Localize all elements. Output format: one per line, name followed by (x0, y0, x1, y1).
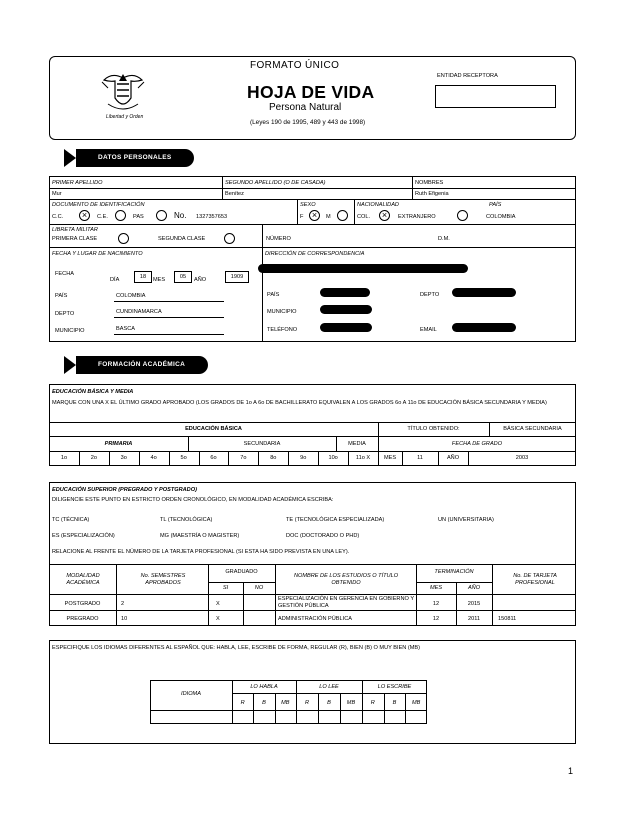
foreign-label: EXTRANJERO (398, 214, 436, 220)
pas-radio[interactable] (156, 210, 167, 221)
military-card-label: LIBRETA MILITAR (52, 227, 98, 233)
sex-label: SEXO (300, 202, 316, 208)
modality-tc: TC (TÉCNICA) (52, 517, 90, 523)
id-number-value[interactable]: 1327357653 (196, 214, 228, 220)
professional-card-note: RELACIONE AL FRENTE EL NÚMERO DE LA TARJETA PROFESIONAL (SI ESTA HA SIDO PREVISTA EN UNA LEY). (52, 549, 350, 555)
row2-graduated-yes[interactable]: X (216, 616, 220, 622)
second-surname-label: SEGUNDO APELLIDO (O DE CASADA) (225, 180, 326, 186)
basic-education-instructions: MARQUE CON UNA X EL ÚLTIMO GRADO APROBADO (LOS GRADOS DE 1o A 6o DE BACHILLERATO EQUIVALEN A LOS GRADOS 6o A 11o DE EDUCACIÓN BÁSICA SECUNDARIA Y MEDIA) (52, 400, 547, 406)
grade-cell[interactable]: 8o (270, 455, 277, 461)
language-level-r: R (370, 700, 375, 706)
format-title: FORMATO ÚNICO (250, 60, 340, 71)
logo-motto: Libertad y Orden (106, 114, 144, 120)
id-document-label: DOCUMENTO DE IDENTIFICACIÓN (52, 202, 145, 208)
col-radio[interactable]: × (379, 210, 390, 221)
second-class-label: SEGUNDA CLASE (158, 236, 206, 242)
grade-cell[interactable]: 4o (150, 455, 157, 461)
section-academic-label: FORMACIÓN ACADÉMICA (98, 361, 186, 368)
language-level-mb: MB (281, 700, 290, 706)
row2-modality[interactable]: PREGRADO (66, 616, 99, 622)
degree-date-header: FECHA DE GRADO (451, 441, 503, 447)
phone-label: TELÉFONO (267, 327, 298, 333)
basic-education-frame (49, 384, 576, 466)
foreign-radio[interactable] (457, 210, 468, 221)
col-label: COL. (357, 214, 371, 220)
modality-tl: TL (TECNOLÓGICA) (160, 517, 213, 523)
second-class-radio[interactable] (224, 233, 235, 244)
col-reads: LO LEE (319, 684, 339, 690)
col-degree-name: NOMBRE DE LOS ESTUDIOS O TÍTULO OBTENIDO (293, 573, 399, 586)
row1-title[interactable]: ESPECIALIZACIÓN EN GERENCIA EN GOBIERNO Y GESTIÓN PÚBLICA (278, 596, 414, 609)
language-level-mb: MB (346, 700, 356, 706)
id-number-label: No. (174, 211, 187, 220)
address-dept-label: DEPTO (420, 292, 440, 298)
names-label: NOMBRES (415, 180, 444, 186)
sex-f-label: F (300, 214, 304, 220)
col-no: NO (254, 585, 264, 591)
section-academic (64, 356, 208, 374)
modality-es: ES (ESPECIALIZACIÓN) (52, 533, 115, 539)
col-month: MES (429, 585, 443, 591)
section-personal-data-label: DATOS PERSONALES (98, 154, 172, 161)
military-number-label: NÚMERO (266, 236, 291, 242)
redacted-dept (452, 288, 516, 297)
page-number: 1 (568, 766, 574, 776)
cc-radio[interactable]: × (79, 210, 90, 221)
first-class-label: PRIMERA CLASE (52, 236, 98, 242)
col-graduated: GRADUADO (225, 569, 258, 575)
row2-title[interactable]: ADMINISTRACIÓN PÚBLICA (278, 616, 352, 622)
birth-dept-label: DEPTO (55, 311, 75, 317)
col-language: IDIOMA (181, 691, 201, 697)
language-level-r: R (240, 700, 245, 706)
country-label: PAÍS (489, 202, 502, 208)
modality-te: TE (TECNOLÓGICA ESPECIALIZADA) (286, 517, 385, 523)
birth-day-label: DÍA (110, 277, 120, 283)
birth-country-label: PAÍS (55, 293, 68, 299)
birth-year-label: AÑO (194, 277, 207, 283)
redacted-municipality (320, 305, 372, 314)
primary-header: PRIMARIA (104, 441, 133, 447)
address-country-label: PAÍS (267, 292, 280, 298)
language-level-mb: MB (411, 700, 421, 706)
row2-card[interactable]: 150811 (498, 616, 517, 622)
degree-year-label: AÑO (446, 455, 460, 461)
second-surname-value[interactable]: Benítez (225, 191, 244, 197)
grade-cell[interactable]: 5o (180, 455, 187, 461)
language-level-b: B (327, 700, 331, 706)
row1-month[interactable]: 12 (432, 601, 440, 607)
first-surname-value[interactable]: Mur (52, 191, 62, 197)
language-level-b: B (392, 700, 397, 706)
modality-mg: MG (MAESTRÍA O MAGISTER) (160, 533, 240, 539)
col-modality: MODALIDAD ACADÉMICA (66, 573, 100, 586)
basic-education-header: EDUCACIÓN BÁSICA (185, 426, 242, 432)
birth-year-field[interactable]: 1909 (225, 271, 249, 283)
grade-cell[interactable]: 2o (90, 455, 97, 461)
basic-education-title: EDUCACIÓN BÁSICA Y MEDIA (52, 389, 134, 395)
laws-text: (Leyes 190 de 1995, 489 y 443 de 1998) (250, 119, 366, 126)
birth-date-label: FECHA (55, 271, 74, 277)
row1-graduated-yes[interactable]: X (216, 601, 220, 607)
grade-cell[interactable]: 11o X (355, 455, 371, 461)
birth-day-field[interactable]: 18 (134, 271, 152, 283)
ce-label: C.E. (97, 214, 108, 220)
ce-radio[interactable] (115, 210, 126, 221)
section-personal-data (64, 149, 194, 167)
first-class-radio[interactable] (118, 233, 129, 244)
col-yes: SI (222, 585, 229, 591)
degree-month-value[interactable]: 11 (417, 455, 423, 461)
sex-m-radio[interactable] (337, 210, 348, 221)
birth-municipality-label: MUNICIPIO (55, 328, 85, 334)
redacted-email (452, 323, 516, 332)
row1-year[interactable]: 2015 (467, 601, 481, 607)
birth-country-value[interactable]: COLOMBIA (116, 293, 146, 299)
language-level-r: R (304, 700, 310, 706)
col-semesters: No. SEMESTRES APROBADOS (140, 573, 186, 586)
col-speaks: LO HABLA (250, 684, 278, 690)
degree-obtained-header: TÍTULO OBTENIDO: (407, 426, 460, 432)
higher-education-title: EDUCACIÓN SUPERIOR (PREGRADO Y POSTGRADO) (52, 487, 197, 493)
dm-label: D.M. (438, 236, 450, 242)
row2-month[interactable]: 12 (432, 616, 440, 622)
birth-label: FECHA Y LUGAR DE NACIMIENTO (52, 251, 143, 257)
email-label: EMAIL (420, 327, 437, 333)
row2-semesters[interactable]: 10 (121, 616, 128, 622)
languages-instructions: ESPECIFIQUE LOS IDIOMAS DIFERENTES AL ESPAÑOL QUE: HABLA, LEE, ESCRIBE DE FORMA, REGULAR (R), BIEN (B) O MUY BIEN (MB) (52, 645, 421, 651)
higher-education-instructions: DILIGENCIE ESTE PUNTO EN ESTRICTO ORDEN CRONOLÓGICO, EN MODALIDAD ACADÉMICA ESCRIBA: (52, 497, 334, 503)
nationality-label: NACIONALIDAD (357, 202, 399, 208)
birth-month-field[interactable]: 05 (174, 271, 192, 283)
pas-label: PAS (133, 214, 144, 220)
degree-year-value[interactable]: 2003 (515, 455, 529, 461)
modality-un: UN (UNIVERSITARIA) (438, 517, 494, 523)
sex-f-radio[interactable]: × (309, 210, 320, 221)
language-level-b: B (262, 700, 266, 706)
names-value[interactable]: Ruth Efigenia (415, 191, 449, 197)
media-header: MEDIA (348, 441, 366, 447)
grade-cell[interactable]: 9o (300, 455, 307, 461)
coat-of-arms-logo (98, 68, 148, 118)
degree-month-label: MES (383, 455, 397, 461)
first-surname-label: PRIMER APELLIDO (52, 180, 103, 186)
redacted-country (320, 288, 370, 297)
birth-month-label: MES (153, 277, 166, 283)
grade-cell[interactable]: 1o (60, 455, 68, 461)
degree-obtained-value[interactable]: BÁSICA SECUNDARIA (503, 426, 562, 432)
row2-year[interactable]: 2011 (467, 616, 481, 622)
modality-doc: DOC (DOCTORADO O PHD) (286, 533, 360, 539)
cc-label: C.C. (52, 214, 64, 220)
col-writes: LO ESCRIBE (377, 684, 412, 690)
row1-semesters[interactable]: 2 (121, 601, 125, 607)
secondary-header: SECUNDARIA (243, 441, 281, 447)
col-year: AÑO (467, 585, 481, 591)
receiving-entity-field[interactable] (435, 85, 556, 108)
redacted-phone (320, 323, 372, 332)
redacted-address (258, 264, 468, 273)
receiving-entity-label: ENTIDAD RECEPTORA (437, 73, 498, 79)
grade-cell[interactable]: 3o (120, 455, 127, 461)
birth-municipality-value[interactable]: BASCA (116, 326, 135, 332)
row1-modality[interactable]: POSTGRADO (64, 601, 101, 607)
birth-dept-value[interactable]: CUNDINAMARCA (116, 309, 162, 315)
sex-m-label: M (326, 214, 331, 220)
grade-cell[interactable]: 7o (240, 455, 247, 461)
mail-address-label: DIRECCIÓN DE CORRESPONDENCIA (265, 251, 365, 257)
grade-cell[interactable]: 10o (328, 455, 338, 461)
subtitle: Persona Natural (269, 102, 342, 113)
page-title: HOJA DE VIDA (247, 82, 375, 102)
col-card-number: No. DE TARJETA PROFESIONAL (513, 573, 557, 586)
grade-cell[interactable]: 6o (210, 455, 217, 461)
col-completion: TERMINACIÓN (434, 569, 474, 575)
country-value[interactable]: COLOMBIA (486, 214, 516, 220)
address-municipality-label: MUNICIPIO (267, 309, 297, 315)
